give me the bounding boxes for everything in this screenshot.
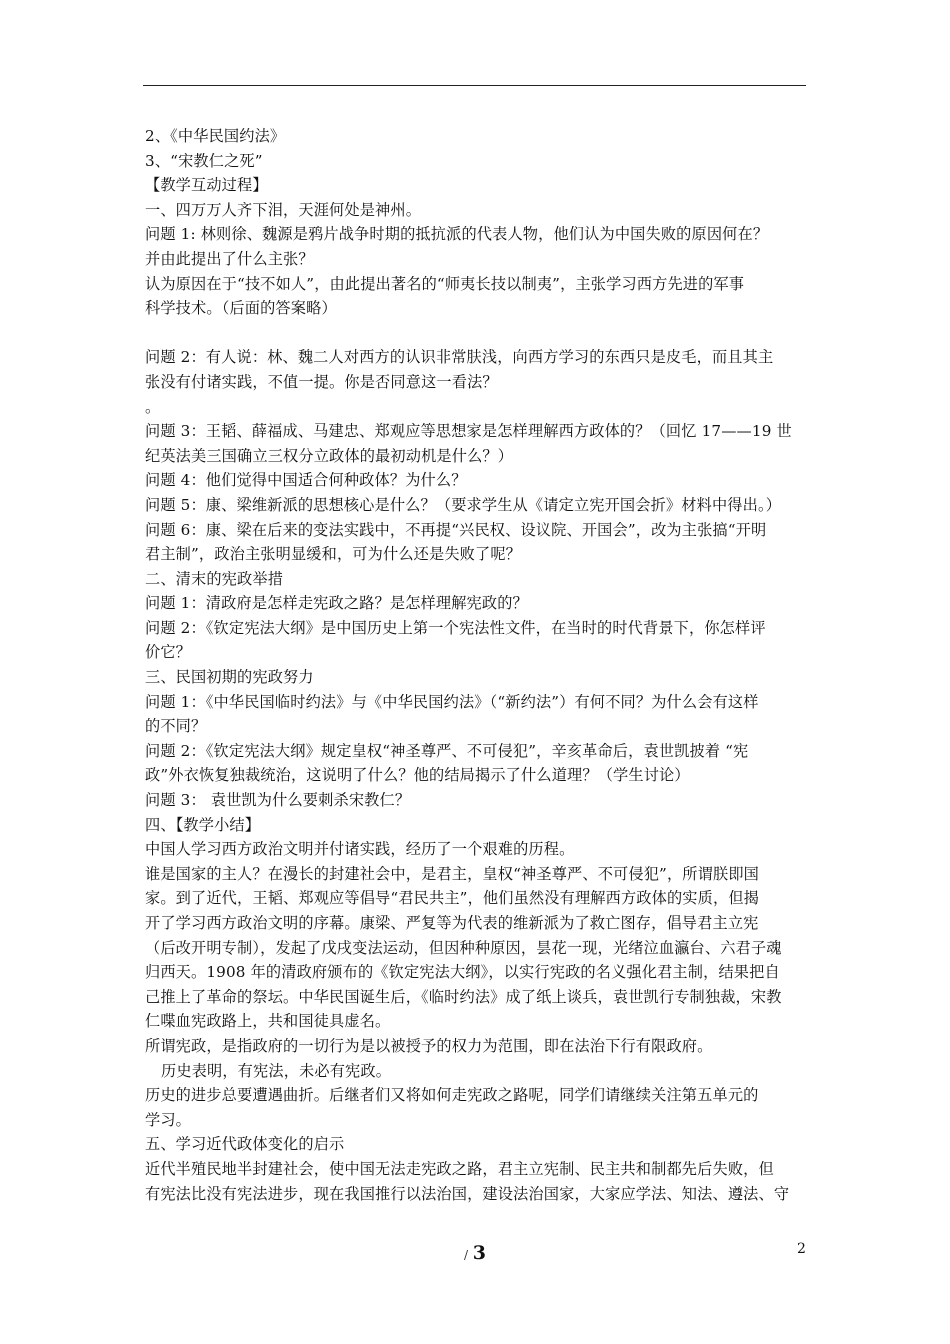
text-line: 历史表明，有宪法，未必有宪政。 (161, 1061, 392, 1080)
text-line: 。 (145, 397, 161, 416)
text-line: 问题 3： 袁世凯为什么要刺杀宋教仁？ (145, 791, 411, 810)
text-line: 中国人学习西方政治文明并付诸实践，经历了一个艰难的历程。 (145, 840, 575, 859)
text-line: 近代半殖民地半封建社会，使中国无法走宪政之路，君主立宪制、民主共和制都先后失败，但 (145, 1159, 774, 1178)
total-pages: 3 (472, 1242, 487, 1264)
text-line: 问题 5：康、梁维新派的思想核心是什么？（要求学生从《请定立宪开国会折》材料中得出。） (145, 495, 782, 514)
body-text (145, 124, 809, 1206)
page-total-indicator (0, 1242, 950, 1264)
text-line: 问题 3：王韬、薛福成、马建忠、郑观应等思想家是怎样理解西方政体的？（回忆 17——19 世 (145, 422, 792, 441)
section-heading: 二、清末的宪政举措 (145, 569, 284, 588)
section-heading: 三、民国初期的宪政努力 (145, 668, 314, 687)
text-line: 学习。 (145, 1110, 192, 1129)
text-line: 问题 6：康、梁在后来的变法实践中，不再提“兴民权、设议院、开国会”，改为主张搞“开明 (145, 520, 767, 539)
section-heading: 一、四万万人齐下泪，天涯何处是神州。 (145, 200, 422, 219)
blank-line (145, 321, 809, 346)
page-slash: / (463, 1248, 469, 1262)
text-line: 问题 2：《钦定宪法大纲》是中国历史上第一个宪法性文件，在当时的时代背景下，你怎样评 (145, 618, 766, 637)
text-line: 家。到了近代，王韬、郑观应等倡导“君民共主”，他们虽然没有理解西方政体的实质，但揭 (145, 889, 759, 908)
section-heading: 【教学互动过程】 (145, 176, 268, 195)
text-line: 谁是国家的主人？在漫长的封建社会中，是君主，皇权“神圣尊严、不可侵犯”，所谓朕即国 (145, 864, 759, 883)
page-number: 2 (797, 1241, 806, 1257)
text-line: 问题 4：他们觉得中国适合何种政体？为什么？ (145, 471, 467, 490)
text-line: 问题 1：《中华民国临时约法》与《中华民国约法》（“新约法”）有何不同？为什么会有这样 (145, 692, 759, 711)
section-heading: 五、学习近代政体变化的启示 (145, 1135, 345, 1154)
text-line: 2、《中华民国约法》 (145, 127, 286, 145)
text-line: 纪英法美三国确立三权分立政体的最初动机是什么？） (145, 446, 514, 465)
text-line: 科学技术。（后面的答案略） (145, 299, 337, 318)
text-line: 并由此提出了什么主张？ (145, 249, 314, 268)
text-line: 张没有付诸实践，不值一提。你是否同意这一看法？ (145, 372, 498, 391)
text-line: 3、“宋教仁之死” (145, 151, 263, 170)
text-line: 所谓宪政，是指政府的一切行为是以被授予的权力为范围，即在法治下行有限政府。 (145, 1036, 713, 1055)
text-line: 问题 2：有人说：林、魏二人对西方的认识非常肤浅，向西方学习的东西只是皮毛，而且其主 (145, 348, 774, 367)
text-line: 归西天。1908 年的清政府颁布的《钦定宪法大纲》，以实行宪政的名义强化君主制，结果把自 (145, 963, 780, 982)
text-line: （后改开明专制），发起了戊戌变法运动，但因种种原因，昙花一现，光绪泣血瀛台、六君子魂 (145, 938, 782, 957)
text-line: 政”外衣恢复独裁统治，这说明了什么？他的结局揭示了什么道理？（学生讨论） (145, 766, 690, 785)
text-line: 历史的进步总要遭遇曲折。后继者们又将如何走宪政之路呢，同学们请继续关注第五单元的 (145, 1086, 759, 1105)
text-line: 有宪法比没有宪法进步，现在我国推行以法治国，建设法治国家，大家应学法、知法、遵法、守 (145, 1184, 790, 1203)
text-line: 的不同？ (145, 717, 207, 736)
text-line: 问题 2：《钦定宪法大纲》规定皇权“神圣尊严、不可侵犯”，辛亥革命后，袁世凯披着 “宪 (145, 741, 749, 760)
text-line: 认为原因在于“技不如人”，由此提出著名的“师夷长技以制夷”，主张学习西方先进的军事 (145, 274, 745, 293)
text-line: 君主制”，政治主张明显缓和，可为什么还是失败了呢？ (145, 545, 522, 564)
section-heading: 四、【教学小结】 (145, 815, 261, 834)
text-line: 问题 1：清政府是怎样走宪政之路？是怎样理解宪政的？ (145, 594, 528, 613)
header-rule (143, 85, 806, 86)
text-line: 开了学习西方政治文明的序幕。康梁、严复等为代表的维新派为了救亡图存，倡导君主立宪 (145, 914, 759, 932)
text-line: 仁喋血宪政路上，共和国徒具虚名。 (145, 1012, 391, 1031)
text-line: 价它？ (145, 643, 192, 662)
text-line: 己推上了革命的祭坛。中华民国诞生后，《临时约法》成了纸上谈兵，袁世凯行专制独裁，宋教 (145, 987, 782, 1006)
text-line: 问题 1: 林则徐、魏源是鸦片战争时期的抵抗派的代表人物，他们认为中国失败的原因何在？ (145, 225, 769, 244)
